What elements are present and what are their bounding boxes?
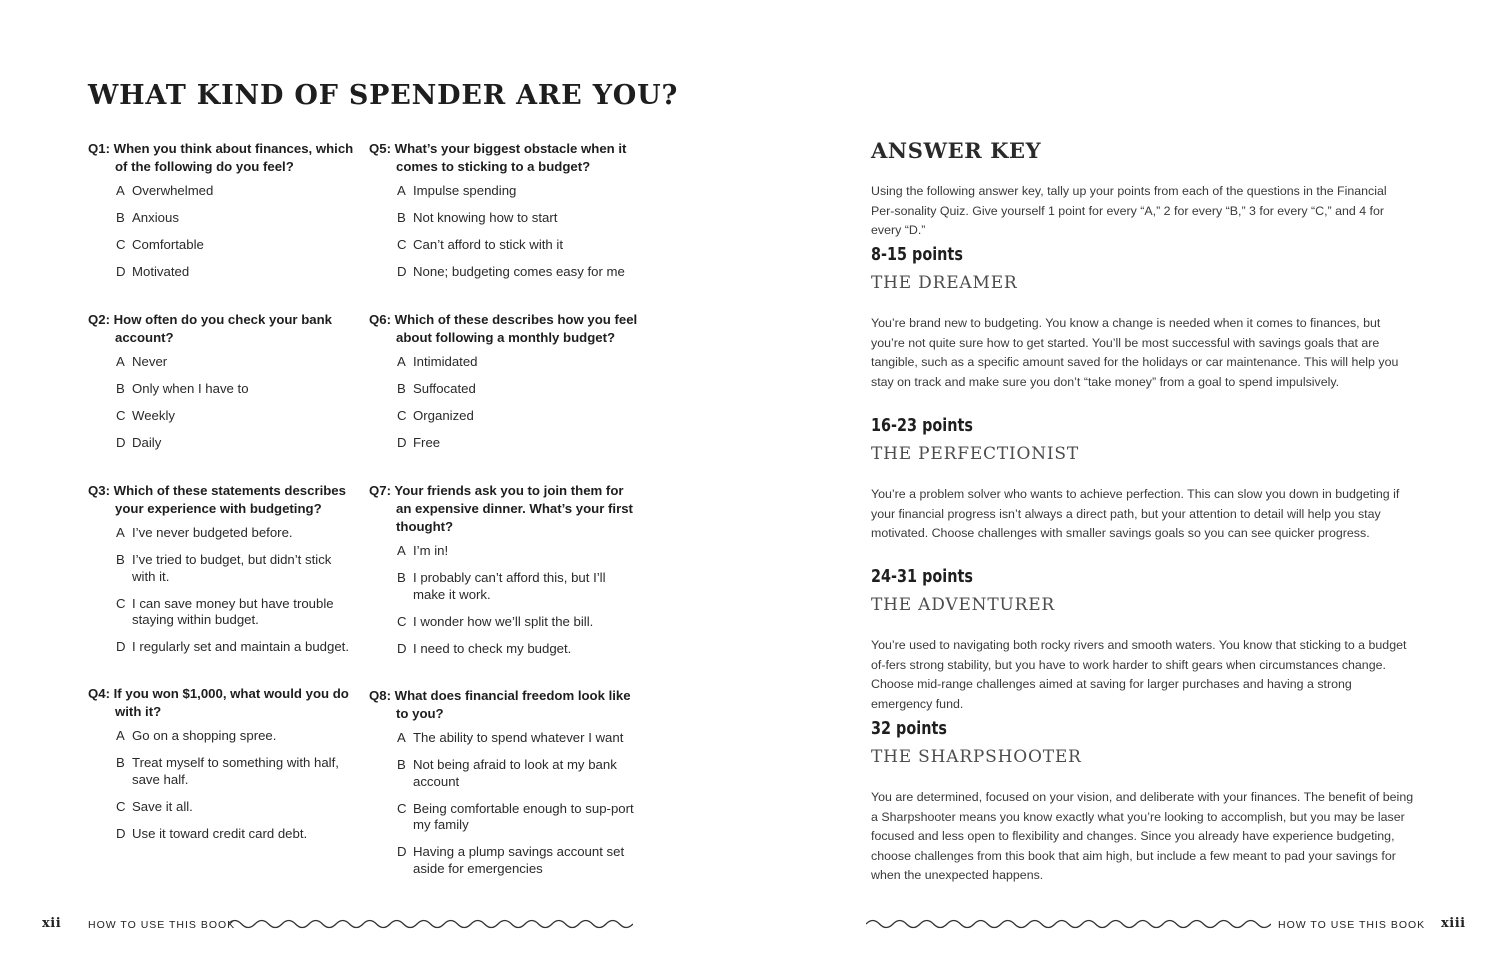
option xyxy=(88,408,358,425)
question-7 xyxy=(369,482,639,668)
question-5 xyxy=(369,140,639,291)
option-letter: C xyxy=(116,798,126,814)
page-title: WHAT KIND OF SPENDER ARE YOU? xyxy=(88,80,679,111)
option-letter: C xyxy=(116,237,126,252)
wave-divider-icon xyxy=(228,917,633,931)
question-text: Q8: What does financial freedom look like to you? xyxy=(369,688,631,721)
option-text: Anxious xyxy=(132,210,179,225)
option-letter: A xyxy=(116,525,125,540)
option-letter: D xyxy=(397,844,407,859)
option xyxy=(88,639,358,656)
option-letter: A xyxy=(397,183,406,198)
options-list xyxy=(88,183,358,281)
options-list xyxy=(88,354,358,452)
option xyxy=(369,801,639,834)
running-head-right: HOW TO USE THIS BOOK xyxy=(1278,919,1426,931)
option-text: Weekly xyxy=(132,408,175,423)
option-text: Go on a shopping spree. xyxy=(132,728,277,743)
option xyxy=(88,264,358,281)
tier-adventurer xyxy=(871,566,1416,714)
question-6 xyxy=(369,311,639,462)
option-text: I need to check my budget. xyxy=(413,640,572,656)
option-text: Motivated xyxy=(132,264,190,279)
option xyxy=(369,543,639,560)
option-letter: B xyxy=(397,381,406,396)
option-letter: A xyxy=(116,183,125,198)
options-list xyxy=(369,543,639,657)
answer-key-title: ANSWER KEY xyxy=(871,138,1042,163)
question-8 xyxy=(369,687,639,888)
option-text: I probably can’t afford this, but I’ll make it work. xyxy=(413,570,606,602)
options-list xyxy=(369,183,639,281)
option xyxy=(88,525,358,542)
question-text: Q7: Your friends ask you to join them for an expensive dinner. What’s your first thought? xyxy=(369,483,633,534)
question-3 xyxy=(88,482,358,666)
running-head-left: HOW TO USE THIS BOOK xyxy=(88,919,236,931)
option-text: Never xyxy=(132,354,168,369)
question-1 xyxy=(88,140,358,291)
option-text: I’m in! xyxy=(413,543,449,558)
option xyxy=(369,641,639,658)
option-text: Overwhelmed xyxy=(132,183,214,198)
tier-name: THE DREAMER xyxy=(871,273,1018,293)
option xyxy=(88,552,358,585)
question-text: Q5: What’s your biggest obstacle when it comes to sticking to a budget? xyxy=(369,141,627,174)
option xyxy=(88,826,358,843)
option-letter: A xyxy=(397,354,406,369)
option-letter: C xyxy=(116,595,126,611)
option-letter: C xyxy=(116,408,126,423)
option xyxy=(369,757,639,790)
tier-description: You are determined, focused on your vision, and deliberate with your finances. The benefit of being a Sharpshooter means you know exactly what you’re looking to accomplish, but you may be laser focused and less open to flexibility and changes. Since you already have experience budgeting, choose challenges from this book that aim high, but include a few meant to pad your savings for when the unexpected happens. xyxy=(871,790,1414,882)
option-text: The ability to spend whatever I want xyxy=(413,730,624,745)
option-letter: B xyxy=(116,381,125,396)
question-text: Q3: Which of these statements describes your experience with budgeting? xyxy=(88,483,346,516)
option-letter: C xyxy=(397,408,407,423)
option-letter: A xyxy=(397,730,406,745)
option-letter: C xyxy=(397,613,407,629)
option xyxy=(88,799,358,816)
option-text: I’ve tried to budget, but didn’t stick with it. xyxy=(132,552,332,584)
option-letter: B xyxy=(116,552,125,567)
option xyxy=(88,237,358,254)
option-letter: D xyxy=(397,640,407,656)
question-text: Q2: How often do you check your bank account? xyxy=(88,312,333,345)
option xyxy=(88,183,358,200)
options-list xyxy=(88,525,358,656)
tier-points: 32 points xyxy=(871,718,947,739)
option-text: Suffocated xyxy=(413,381,476,396)
page-number-right: xiii xyxy=(1441,916,1466,931)
option xyxy=(88,435,358,452)
tier-name: THE SHARPSHOOTER xyxy=(871,747,1082,767)
option-text: Not knowing how to start xyxy=(413,210,558,225)
tier-points: 16-23 points xyxy=(871,415,973,436)
tier-dreamer xyxy=(871,244,1416,392)
option xyxy=(369,730,639,747)
option-letter: A xyxy=(397,543,406,558)
question-text: Q1: When you think about finances, which of the following do you feel? xyxy=(88,141,354,174)
option-text: Organized xyxy=(413,408,474,423)
option-text: Use it toward credit card debt. xyxy=(132,825,308,841)
option xyxy=(369,381,639,398)
option-letter: D xyxy=(397,264,407,279)
tier-points: 24-31 points xyxy=(871,566,973,587)
question-text: Q4: If you won $1,000, what would you do with it? xyxy=(88,686,349,719)
option xyxy=(369,354,639,371)
option-letter: B xyxy=(397,210,406,225)
option-letter: D xyxy=(116,264,126,279)
tier-perfectionist xyxy=(871,415,1416,544)
option xyxy=(88,354,358,371)
option-letter: A xyxy=(116,728,125,743)
option-text: Impulse spending xyxy=(413,183,517,198)
option-letter: C xyxy=(397,237,407,252)
option xyxy=(369,264,639,281)
option xyxy=(88,210,358,227)
wave-divider-icon xyxy=(866,917,1271,931)
option-text: Save it all. xyxy=(132,798,193,814)
option xyxy=(369,435,639,452)
option xyxy=(369,183,639,200)
option xyxy=(88,596,358,629)
option-text: I’ve never budgeted before. xyxy=(132,525,293,540)
option-letter: D xyxy=(397,435,407,450)
answer-key-intro: Using the following answer key, tally up your points from each of the questions in the Financial Per-sonality Quiz. Give yourself 1 point for every “A,” 2 for every “B,” 3 for every “C,” and 4 for every “D.” xyxy=(871,184,1387,237)
answer-key xyxy=(871,138,1416,882)
option xyxy=(369,844,639,877)
option-letter: D xyxy=(116,639,126,654)
option-letter: B xyxy=(397,757,406,772)
option-text: Treat myself to something with half, save half. xyxy=(132,755,339,787)
option-letter: B xyxy=(116,210,125,225)
option xyxy=(88,381,358,398)
option-letter: A xyxy=(116,354,125,369)
tier-points: 8-15 points xyxy=(871,244,963,265)
option-text: I wonder how we’ll split the bill. xyxy=(413,613,594,629)
tier-name: THE PERFECTIONIST xyxy=(871,444,1080,464)
option-text: Only when I have to xyxy=(132,381,249,396)
option-letter: D xyxy=(116,825,126,841)
option-text: Having a plump savings account set aside for emergencies xyxy=(413,844,625,876)
tier-description: You’re brand new to budgeting. You know a change is needed when it comes to finances, but you’re not quite sure how to get started. You’ll be most successful with savings goals that are tangible, such as a specific amount saved for the holidays or car maintenance. This will help you stay on track and make sure you don’t “take money” from a goal to spend impulsively. xyxy=(871,316,1399,389)
option xyxy=(369,614,639,631)
options-list xyxy=(369,354,639,452)
question-4 xyxy=(88,685,358,853)
options-list xyxy=(88,728,358,842)
tier-name: THE ADVENTURER xyxy=(871,595,1056,615)
page-number-left: xii xyxy=(42,916,62,931)
option-letter: B xyxy=(397,570,406,585)
option-text: Daily xyxy=(132,435,162,450)
option-text: Can’t afford to stick with it xyxy=(413,237,564,252)
option-letter: C xyxy=(397,800,407,816)
tier-sharpshooter xyxy=(871,718,1416,886)
option-text: Intimidated xyxy=(413,354,478,369)
option-text: None; budgeting comes easy for me xyxy=(413,264,625,279)
option-text: Free xyxy=(413,435,441,450)
option xyxy=(369,210,639,227)
tier-description: You’re a problem solver who wants to achieve perfection. This can slow you down in budgeting if your financial progress isn’t always a direct path, but your attention to detail will help you stay motivated. Choose challenges with smaller savings goals so you can see quicker progress. xyxy=(871,487,1400,540)
question-text: Q6: Which of these describes how you feel about following a monthly budget? xyxy=(369,312,638,345)
option-text: Being comfortable enough to sup-port my family xyxy=(413,800,634,832)
option xyxy=(369,408,639,425)
question-2 xyxy=(88,311,358,462)
option-text: Comfortable xyxy=(132,237,204,252)
option-text: I can save money but have trouble staying within budget. xyxy=(132,595,334,627)
option xyxy=(88,755,358,788)
option-letter: B xyxy=(116,755,125,770)
option xyxy=(369,237,639,254)
tier-description: You’re used to navigating both rocky rivers and smooth waters. You know that sticking to a budget of-fers strong stability, but you have to work harder to shift gears when circumstances change. Choose mid-range challenges aimed at saving for larger purchases and having a strong emergency fund. xyxy=(871,638,1407,711)
option-text: I regularly set and maintain a budget. xyxy=(132,639,349,654)
option-letter: D xyxy=(116,435,126,450)
option xyxy=(88,728,358,745)
option xyxy=(369,570,639,603)
options-list xyxy=(369,730,639,877)
option-text: Not being afraid to look at my bank account xyxy=(413,757,617,789)
